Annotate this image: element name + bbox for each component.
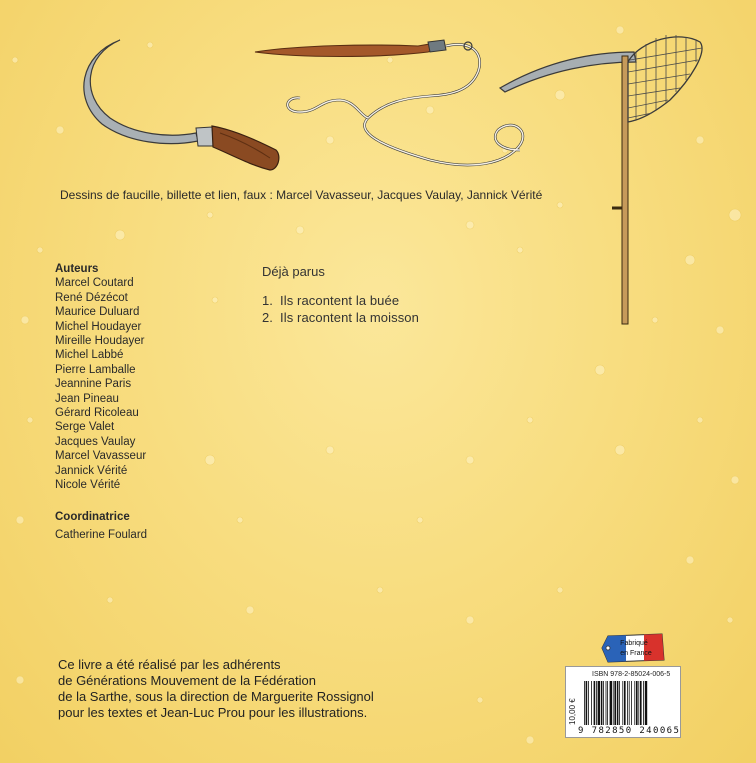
- barcode-bar: [584, 681, 585, 725]
- barcode-bar: [601, 681, 603, 725]
- author-name: Jeannine Paris: [55, 378, 132, 391]
- coordinator-heading: Coordinatrice: [55, 511, 130, 523]
- barcode-bar: [617, 681, 619, 725]
- barcode-bar: [624, 681, 626, 725]
- made-in-france-tag: [600, 630, 666, 664]
- barcode-bar: [606, 681, 607, 725]
- author-name: Michel Labbé: [55, 349, 124, 362]
- published-item-title: Ils racontent la moisson: [280, 310, 419, 325]
- barcode-bar: [622, 681, 623, 725]
- barcode-bar: [645, 681, 647, 725]
- already-published-title: Déjà parus: [262, 264, 325, 279]
- barcode-bar: [591, 681, 592, 725]
- billette-rope-drawing: [255, 40, 523, 165]
- published-item-number: 1.: [262, 293, 273, 308]
- isbn-text: ISBN 978-2-85024-006-5: [592, 671, 671, 678]
- barcode-bar: [638, 681, 639, 725]
- barcode-bar: [629, 681, 630, 725]
- barcode-panel: [565, 666, 681, 738]
- author-name: Jean Pineau: [55, 392, 119, 405]
- published-item-title: Ils racontent la buée: [280, 293, 400, 308]
- barcode-bar: [636, 681, 638, 725]
- barcode-bar: [596, 681, 597, 725]
- author-name: Serge Valet: [55, 421, 115, 434]
- barcode-bar: [634, 681, 635, 725]
- author-name: Marcel Vavasseur: [55, 450, 147, 463]
- barcode-bar: [586, 681, 588, 725]
- author-name: Jannick Vérité: [55, 464, 128, 477]
- authors-list: [55, 276, 146, 492]
- barcode-bar: [594, 681, 596, 725]
- barcode-bar: [603, 681, 604, 725]
- production-note-line: pour les textes et Jean-Luc Prou pour les illustrations.: [58, 705, 368, 720]
- barcode-bar: [607, 681, 608, 725]
- price-text: 10,00 €: [568, 698, 577, 725]
- production-note-line: de la Sarthe, sous la direction de Marguerite Rossignol: [58, 689, 374, 704]
- coordinator-section: [55, 508, 147, 544]
- coordinator-name: Catherine Foulard: [55, 529, 148, 541]
- barcode-bar: [619, 681, 620, 725]
- published-item: [262, 309, 419, 326]
- barcode-bar: [643, 681, 644, 725]
- author-name: Marcel Coutard: [55, 277, 134, 290]
- production-note-line: de Générations Mouvement de la Fédération: [58, 673, 316, 688]
- barcode-bar: [640, 681, 642, 725]
- published-item-number: 2.: [262, 310, 273, 325]
- production-note-line: Ce livre a été réalisé par les adhérents: [58, 657, 281, 672]
- author-name: Maurice Duluard: [55, 306, 140, 319]
- author-name: Michel Houdayer: [55, 320, 142, 333]
- already-published-list: [262, 292, 419, 326]
- author-name: Mireille Houdayer: [55, 335, 145, 348]
- made-in-label-line1: Fabriqué: [620, 640, 648, 647]
- already-published-section: [262, 264, 419, 326]
- author-name: Gérard Ricoleau: [55, 407, 139, 420]
- authors-section: [55, 262, 146, 493]
- published-item: [262, 292, 419, 309]
- sickle-drawing: [84, 40, 279, 170]
- author-name: Nicole Vérité: [55, 479, 121, 492]
- barcode-bar: [627, 681, 628, 725]
- scythe-drawing: [500, 35, 702, 324]
- barcode-bar: [631, 681, 632, 725]
- barcode-bar: [613, 681, 614, 725]
- ean-digits: 9 782850 240065: [578, 726, 681, 736]
- barcode-bar: [588, 681, 589, 725]
- illustration-credit: Dessins de faucille, billette et lien, faux : Marcel Vavasseur, Jacques Vaulay, Jannick Vérité: [60, 188, 543, 202]
- barcode-bars: [584, 681, 678, 725]
- production-note: [58, 657, 374, 721]
- authors-heading: Auteurs: [55, 263, 99, 275]
- barcode-bar: [610, 681, 612, 725]
- barcode-bar: [614, 681, 616, 725]
- author-name: Jacques Vaulay: [55, 435, 136, 448]
- author-name: René Dézécot: [55, 291, 128, 304]
- author-name: Pierre Lamballe: [55, 363, 136, 376]
- barcode-bar: [598, 681, 600, 725]
- made-in-label-line2: en France: [620, 650, 652, 657]
